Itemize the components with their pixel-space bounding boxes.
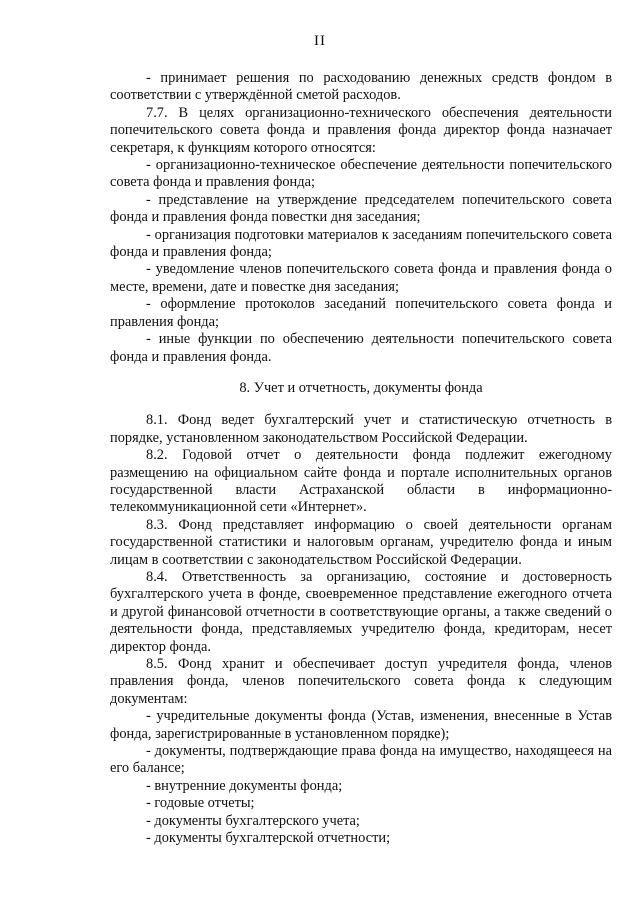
paragraph: 8.4. Ответственность за организацию, состояние и достоверность бухгалтерского учета в фонде, своевременное представление ежегодного отчета и другой финансовой отчетности в соответствующие органы, а также сведений о деятельности фонда, представляемых учредителю фонда, кредиторам, несет директор фонда. [110,568,612,655]
paragraph: 8.3. Фонд представляет информацию о своей деятельности органам государственной статистики и налоговым органам, учредителю фонда и иным лицам в соответствии с законодательством Российской Федерации. [110,516,612,568]
list-item: - годовые отчеты; [146,795,255,812]
paragraph: 8.2. Годовой отчет о деятельности фонда подлежит ежегодному размещению на официальном сайте фонда и портале исполнительных органов государственной власти Астраханской области в информационно-телекоммуникационной сети «Интернет». [110,447,612,516]
paragraph: 7.7. В целях организационно-технического обеспечения деятельности попечительского совета фонда и правления фонда директор фонда назначает секретаря, к функциям которого относятся: [110,104,612,156]
section-8-body [110,412,612,847]
list-item: - иные функции по обеспечению деятельности попечительского совета фонда и правления фонда. [110,331,612,365]
list-item: - документы, подтверждающие права фонда на имущество, находящееся на его балансе; [110,743,612,777]
paragraph: - принимает решения по расходованию денежных средств фондом в соответствии с утверждённой сметой расходов. [110,70,612,104]
list-item: - внутренние документы фонда; [146,777,343,794]
section-7-continuation [110,70,612,366]
list-item: - организация подготовки материалов к заседаниям попечительского совета фонда и правления фонда; [110,226,612,261]
paragraph: 8.5. Фонд хранит и обеспечивает доступ учредителя фонда, членов правления фонда, членов попечительского совета фонда к следующим документам: [110,656,612,707]
paragraph: 8.1. Фонд ведет бухгалтерский учет и статистическую отчетность в порядке, установленном законодательством Российской Федерации. [110,412,612,446]
list-item: - уведомление членов попечительского совета фонда и правления фонда о месте, времени, дате и повестке дня заседания; [110,261,612,295]
list-item: - представление на утверждение председателем попечительского совета фонда и правления фонда повестки дня заседания; [110,191,612,226]
list-item: - оформление протоколов заседаний попечительского совета фонда и правления фонда; [110,296,612,330]
list-item: - документы бухгалтерской отчетности; [146,830,391,847]
document-body [110,70,612,847]
list-item: - документы бухгалтерского учета; [146,812,360,829]
list-item: - организационно-техническое обеспечение деятельности попечительского совета фонда и правления фонда; [110,157,612,191]
list-item: - учредительные документы фонда (Устав, изменения, внесенные в Устав фонда, зарегистрированные в установленном порядке); [110,708,612,742]
page-number: II [314,33,326,49]
section-heading: 8. Учет и отчетность, документы фонда [239,379,483,396]
